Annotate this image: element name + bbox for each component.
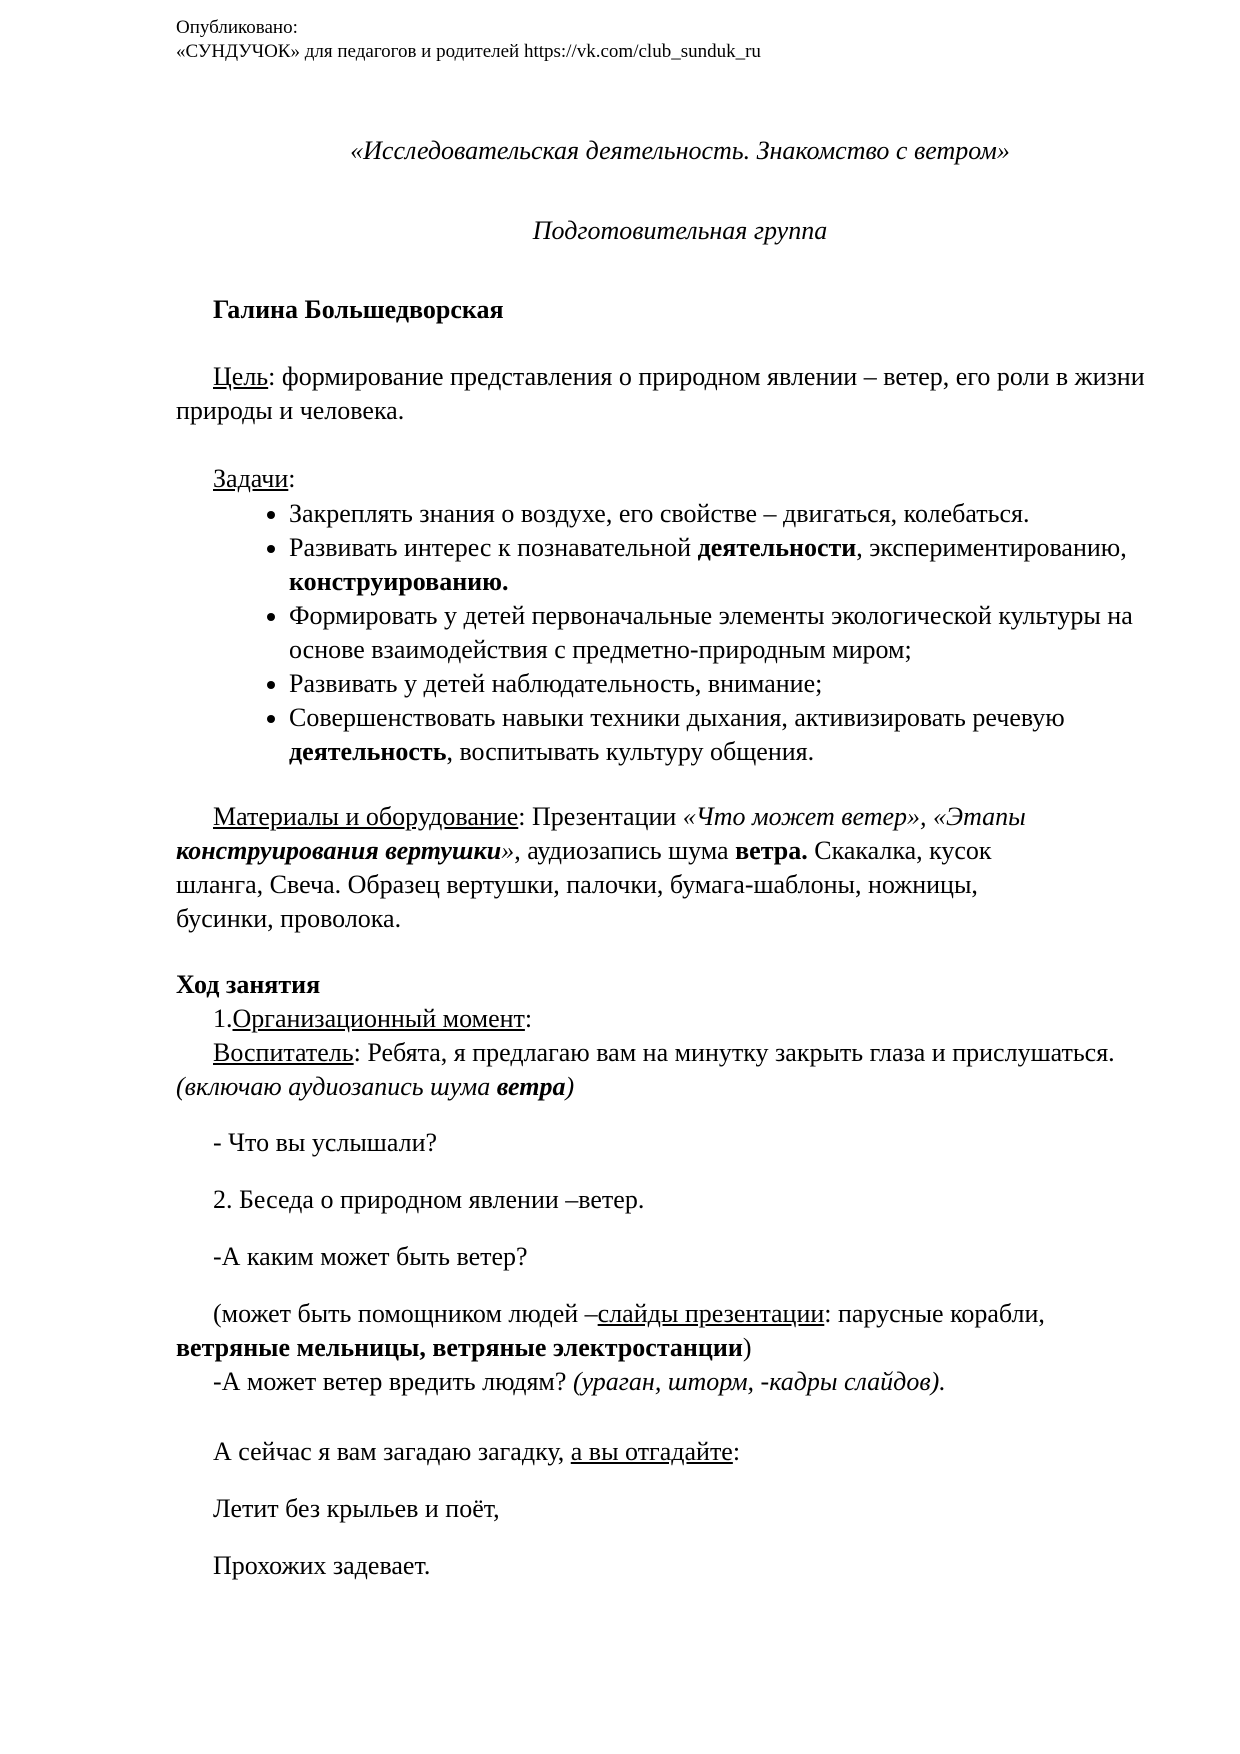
- publication-header: [176, 16, 761, 64]
- document-title: «Исследовательская деятельность. Знакомство с ветром»: [350, 136, 1010, 165]
- riddle-line-2: Прохожих задевает.: [213, 1551, 431, 1580]
- tasks-list: [256, 497, 1209, 769]
- publication-label: Опубликовано:: [176, 17, 298, 38]
- list-item: • Совершенствовать навыки техники дыхания, активизировать речевую деятельность, воспитывать культуру общения.: [289, 701, 1209, 769]
- list-item: • Развивать у детей наблюдательность, внимание;: [289, 667, 1209, 701]
- org-moment-label: Организационный момент: [232, 1004, 525, 1033]
- group-subtitle: Подготовительная группа: [532, 216, 828, 245]
- riddle-line-1: Летит без крыльев и поёт,: [213, 1494, 500, 1523]
- materials-label: Материалы и оборудование: [213, 802, 519, 831]
- list-item: • Развивать интерес к познавательной деятельности, экспериментированию, конструированию.: [289, 531, 1209, 599]
- harm-question: -А может ветер вредить людям? (ураган, шторм, -кадры слайдов).: [213, 1367, 946, 1396]
- riddle-intro: А сейчас я вам загадаю загадку, а вы отгадайте:: [213, 1437, 741, 1466]
- helper-paragraph: (может быть помощником людей –слайды презентации: парусные корабли, ветряные мельницы, ветряные электростанции): [176, 1299, 1045, 1362]
- tasks-label: Задачи: [213, 464, 289, 493]
- question-wind-kind: -А каким может быть ветер?: [213, 1242, 528, 1271]
- tasks-heading: Задачи:: [213, 464, 296, 493]
- list-item: • Закреплять знания о воздухе, его свойстве – двигаться, колебаться.: [289, 497, 1209, 531]
- question-heard: - Что вы услышали?: [213, 1128, 438, 1157]
- teacher-paragraph: Воспитатель: Ребята, я предлагаю вам на минутку закрыть глаза и прислушаться. (включаю аудиозапись шума ветра): [176, 1038, 1115, 1101]
- goal-paragraph: [176, 360, 1156, 428]
- teacher-label: Воспитатель: [213, 1038, 354, 1067]
- goal-label: Цель: [213, 362, 269, 391]
- list-item: • Формировать у детей первоначальные элементы экологической культуры на основе взаимодействия с предметно-природным миром;: [289, 599, 1209, 667]
- author-name: Галина Большедворская: [213, 295, 504, 324]
- goal-text: : формирование представления о природном явлении – ветер, его роли в жизни природы и человека.: [176, 362, 1145, 425]
- materials-paragraph: Материалы и оборудование: Презентации «Что может ветер», «Этапы конструирования вертушки», аудиозапись шума ветра. Скакалка, кусок шланга, Свеча. Образец вертушки, палочки, бумага-шаблоны, ножницы, бусинки, проволока.: [176, 802, 1026, 933]
- lesson-heading: Ход занятия: [176, 970, 321, 999]
- org-moment: 1.Организационный момент:: [213, 1004, 533, 1033]
- publication-source: «СУНДУЧОК» для педагогов и родителей https://vk.com/club_sunduk_ru: [176, 41, 761, 62]
- talk-heading: 2. Беседа о природном явлении –ветер.: [213, 1185, 645, 1214]
